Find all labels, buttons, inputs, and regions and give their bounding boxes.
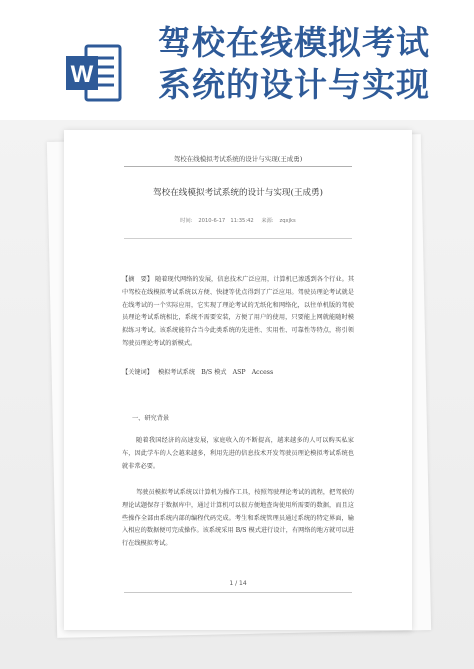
document-page bbox=[64, 130, 412, 630]
source-value: zqxjks bbox=[279, 218, 296, 224]
abstract-text: 随着现代网络的发展，信息技术广泛应用，计算机已渗透到各个行业。其中驾校在线模拟考试系统以方便、快捷等优点得到了广泛应用。驾驶员理论考试就是在线考试的一个实际应用，它实现了理论考试的无纸化和网络化，以往单机版的驾驶员理论考试系统相比，系统不需要安装，方便了用户的使用，只要能上网就能随时模拟练习考试。该系统能符合当今此类系统的先进性、实用性、可靠性等特点，将引领驾驶员理论考试的新模式。 bbox=[122, 276, 355, 347]
abstract bbox=[122, 274, 354, 351]
header-divider bbox=[124, 166, 352, 167]
meta-line bbox=[64, 217, 412, 224]
page-number: 1 / 14 bbox=[229, 580, 247, 587]
body-paragraph-1: 随着我国经济的高速发展，家庭收入的不断提高，越来越多的人可以购买私家车，因此学车的人会越来越多，利用先进的信息技术开发驾驶员理论模拟考试系统也就非常必要。 bbox=[122, 437, 354, 470]
keywords bbox=[122, 367, 354, 376]
meta-divider bbox=[124, 238, 352, 239]
word-document-icon bbox=[66, 42, 122, 104]
headline-line-1: 驾校在线模拟考试 bbox=[158, 23, 430, 62]
section-heading: 一、研究背景 bbox=[132, 415, 170, 422]
banner bbox=[0, 0, 474, 120]
abstract-label: 【摘 要】 bbox=[122, 276, 154, 283]
headline-line-2: 系统的设计与实现 bbox=[158, 65, 430, 104]
word-icon-letter: W bbox=[70, 61, 94, 88]
headline bbox=[158, 22, 458, 106]
footer-divider bbox=[124, 592, 352, 593]
running-header: 驾校在线模拟考试系统的设计与实现(王成勇) bbox=[173, 155, 303, 163]
keywords-label: 【关键词】 bbox=[122, 369, 153, 376]
source-label: 来源: bbox=[261, 218, 274, 224]
body-paragraph-2: 驾驶员模拟考试系统以计算机为操作工具，按照驾驶理论考试的流程，把驾驶的理论试题保存于数据库中，通过计算机可以很方便地查询使用所需要的数据，而且这些操作全部由系统内部的编程代码完成。考生和系统管理员通过系统的特定界面，输入相应的数据便可完成操作。该系统采用 B/S 模式进行设计，有网络的地方就可以进行在线模拟考试。 bbox=[122, 489, 354, 548]
time-value: 2010-6-17 11:35:42 bbox=[198, 218, 254, 224]
document-title: 驾校在线模拟考试系统的设计与实现(王成勇) bbox=[153, 188, 323, 198]
keywords-text: 模拟考试系统 B/S 模式 ASP Access bbox=[157, 369, 274, 376]
time-label: 时间: bbox=[180, 218, 193, 224]
